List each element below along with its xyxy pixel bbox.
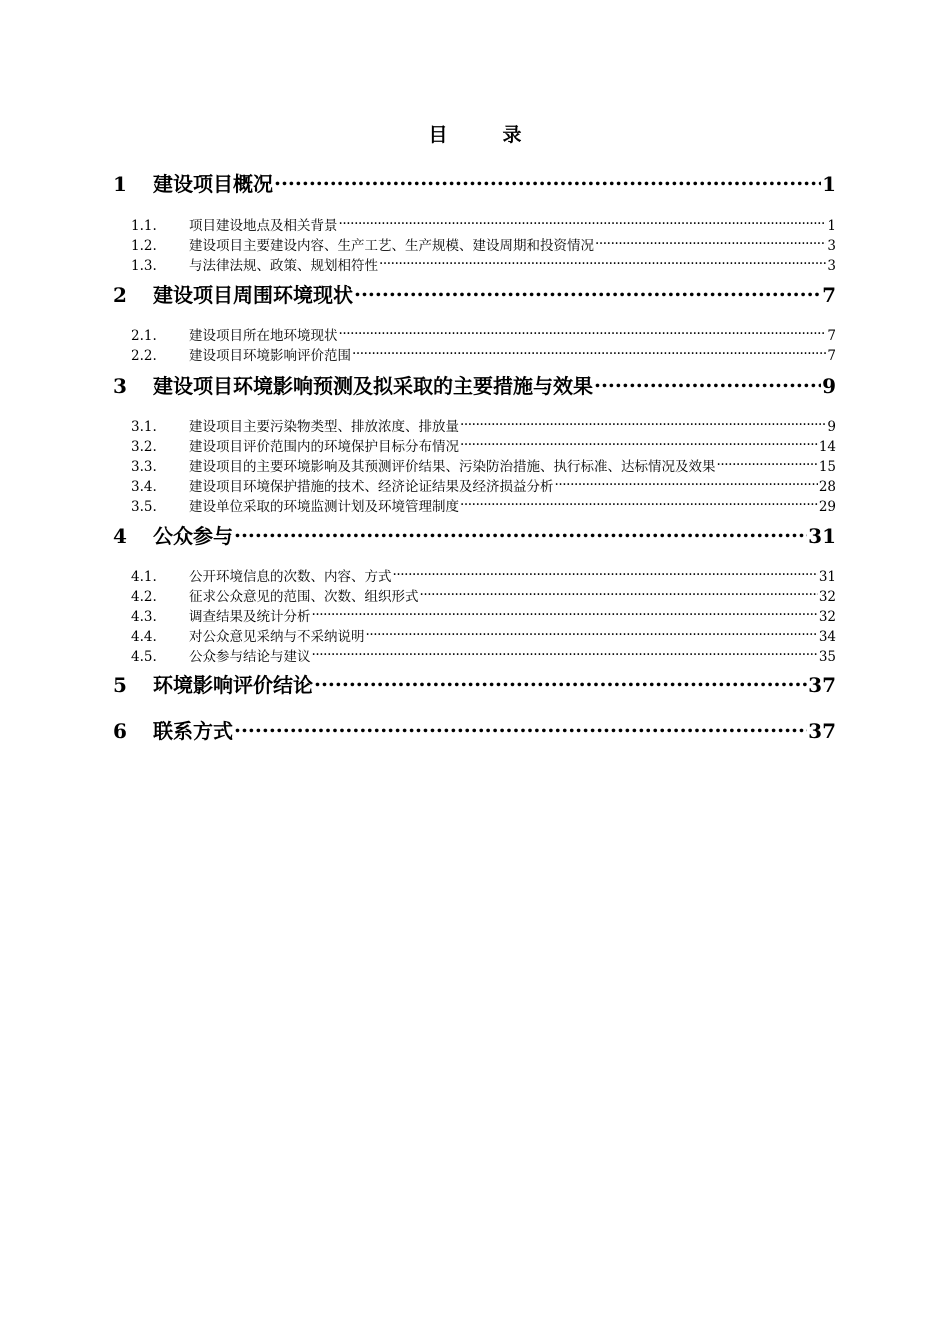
toc-leader-dots xyxy=(595,230,826,250)
toc-leader-dots xyxy=(234,517,807,543)
toc-entry-number: 2.2. xyxy=(131,348,157,364)
toc-entry-1-1[interactable] xyxy=(113,210,836,234)
toc-entry-page: 32 xyxy=(818,609,836,625)
toc-entry-number: 3.3. xyxy=(131,459,157,475)
toc-entry-label: 公众参与 xyxy=(153,524,233,548)
toc-entry-label: 建设项目周围环境现状 xyxy=(153,283,353,307)
toc-leader-dots xyxy=(312,641,818,661)
toc-entry-label: 建设项目所在地环境现状 xyxy=(189,328,338,344)
toc-entry-number: 3.1. xyxy=(131,419,157,435)
toc-entry-number: 4.5. xyxy=(131,649,157,665)
toc-entry-number: 1 xyxy=(113,172,127,196)
toc-entry-3[interactable] xyxy=(113,367,836,398)
toc-entry-number: 1.1. xyxy=(131,218,157,234)
toc-leader-dots xyxy=(460,491,818,511)
toc-leader-dots xyxy=(460,411,826,431)
toc-entry-label: 征求公众意见的范围、次数、组织形式 xyxy=(189,589,419,605)
toc-entry-6[interactable] xyxy=(113,712,836,743)
toc-entry-label: 建设项目评价范围内的环境保护目标分布情况 xyxy=(189,439,459,455)
toc-entry-4-1[interactable] xyxy=(113,561,836,585)
toc-entry-5[interactable] xyxy=(113,666,836,697)
toc-entry-3-2[interactable] xyxy=(113,431,836,455)
toc-entry-label: 公众参与结论与建议 xyxy=(189,649,311,665)
toc-entry-page: 34 xyxy=(818,629,836,645)
toc-leader-dots xyxy=(555,471,818,491)
toc-entry-number: 1.2. xyxy=(131,238,157,254)
toc-entry-2-2[interactable] xyxy=(113,340,836,364)
toc-entry-label: 公开环境信息的次数、内容、方式 xyxy=(189,569,392,585)
toc-entry-label: 建设项目环境影响预测及拟采取的主要措施与效果 xyxy=(153,374,593,398)
toc-entry-page: 37 xyxy=(808,673,836,697)
toc-leader-dots xyxy=(379,250,826,270)
toc-leader-dots xyxy=(717,451,818,471)
toc-entry-page: 32 xyxy=(818,589,836,605)
toc-entry-1[interactable] xyxy=(113,165,836,196)
toc-entry-number: 3.4. xyxy=(131,479,157,495)
toc-entry-2[interactable] xyxy=(113,276,836,307)
toc-entry-number: 3 xyxy=(113,374,127,398)
toc-entry-number: 2.1. xyxy=(131,328,157,344)
toc-entry-1-2[interactable] xyxy=(113,230,836,254)
toc-entry-label: 建设项目环境保护措施的技术、经济论证结果及经济损益分析 xyxy=(189,479,554,495)
toc-leader-dots xyxy=(352,340,826,360)
toc-entry-label: 建设项目主要建设内容、生产工艺、生产规模、建设周期和投资情况 xyxy=(189,238,594,254)
toc-entry-page: 3 xyxy=(827,238,836,254)
toc-entry-page: 14 xyxy=(818,439,836,455)
toc-leader-dots xyxy=(312,601,818,621)
toc-leader-dots xyxy=(339,320,827,340)
toc-entry-label: 环境影响评价结论 xyxy=(153,673,313,697)
toc-entry-4[interactable] xyxy=(113,517,836,548)
toc-entry-page: 31 xyxy=(808,524,836,548)
toc-entry-page: 15 xyxy=(818,459,836,475)
toc-leader-dots xyxy=(314,666,807,692)
toc-entry-page: 1 xyxy=(822,172,836,196)
toc-entry-number: 2 xyxy=(113,283,127,307)
toc-entry-page: 9 xyxy=(822,374,836,398)
toc-entry-number: 1.3. xyxy=(131,258,157,274)
toc-entry-page: 7 xyxy=(827,348,836,364)
toc-entry-3-4[interactable] xyxy=(113,471,836,495)
toc-leader-dots xyxy=(594,367,821,393)
toc-entry-page: 28 xyxy=(818,479,836,495)
toc-entry-4-2[interactable] xyxy=(113,581,836,605)
toc-title: 目 录 xyxy=(428,124,540,146)
toc-leader-dots xyxy=(460,431,818,451)
toc-entry-number: 4.1. xyxy=(131,569,157,585)
toc-leader-dots xyxy=(366,621,818,641)
toc-entry-label: 建设项目环境影响评价范围 xyxy=(189,348,351,364)
toc-entry-number: 4.2. xyxy=(131,589,157,605)
toc-entry-number: 6 xyxy=(113,719,127,743)
toc-entry-label: 建设项目概况 xyxy=(153,172,273,196)
toc-entry-2-1[interactable] xyxy=(113,320,836,344)
toc-entry-3-3[interactable] xyxy=(113,451,836,475)
toc-entry-page: 31 xyxy=(818,569,836,585)
toc-leader-dots xyxy=(420,581,818,601)
toc-entry-label: 项目建设地点及相关背景 xyxy=(189,218,338,234)
toc-entry-label: 调查结果及统计分析 xyxy=(189,609,311,625)
toc-entry-number: 5 xyxy=(113,673,127,697)
toc-entry-page: 1 xyxy=(827,218,836,234)
toc-entry-label: 联系方式 xyxy=(153,719,233,743)
toc-leader-dots xyxy=(274,165,821,191)
toc-entry-label: 与法律法规、政策、规划相符性 xyxy=(189,258,378,274)
toc-leader-dots xyxy=(393,561,818,581)
toc-entry-number: 3.5. xyxy=(131,499,157,515)
toc-entry-4-3[interactable] xyxy=(113,601,836,625)
toc-entry-4-4[interactable] xyxy=(113,621,836,645)
toc-entry-3-1[interactable] xyxy=(113,411,836,435)
toc-entry-page: 3 xyxy=(827,258,836,274)
toc-entry-page: 7 xyxy=(822,283,836,307)
toc-entry-1-3[interactable] xyxy=(113,250,836,274)
toc-entry-page: 7 xyxy=(827,328,836,344)
toc-leader-dots xyxy=(354,276,821,302)
toc-entry-label: 对公众意见采纳与不采纳说明 xyxy=(189,629,365,645)
toc-entry-page: 37 xyxy=(808,719,836,743)
toc-leader-dots xyxy=(339,210,827,230)
toc-entry-page: 35 xyxy=(818,649,836,665)
toc-entry-3-5[interactable] xyxy=(113,491,836,515)
toc-entry-label: 建设项目的主要环境影响及其预测评价结果、污染防治措施、执行标准、达标情况及效果 xyxy=(189,459,716,475)
toc-entry-label: 建设项目主要污染物类型、排放浓度、排放量 xyxy=(189,419,459,435)
toc-entry-4-5[interactable] xyxy=(113,641,836,665)
toc-leader-dots xyxy=(234,712,807,738)
toc-entry-number: 3.2. xyxy=(131,439,157,455)
toc-entry-number: 4 xyxy=(113,524,127,548)
toc-entry-page: 9 xyxy=(827,419,836,435)
toc-entry-label: 建设单位采取的环境监测计划及环境管理制度 xyxy=(189,499,459,515)
toc-entry-page: 29 xyxy=(818,499,836,515)
toc-entry-number: 4.3. xyxy=(131,609,157,625)
toc-entry-number: 4.4. xyxy=(131,629,157,645)
